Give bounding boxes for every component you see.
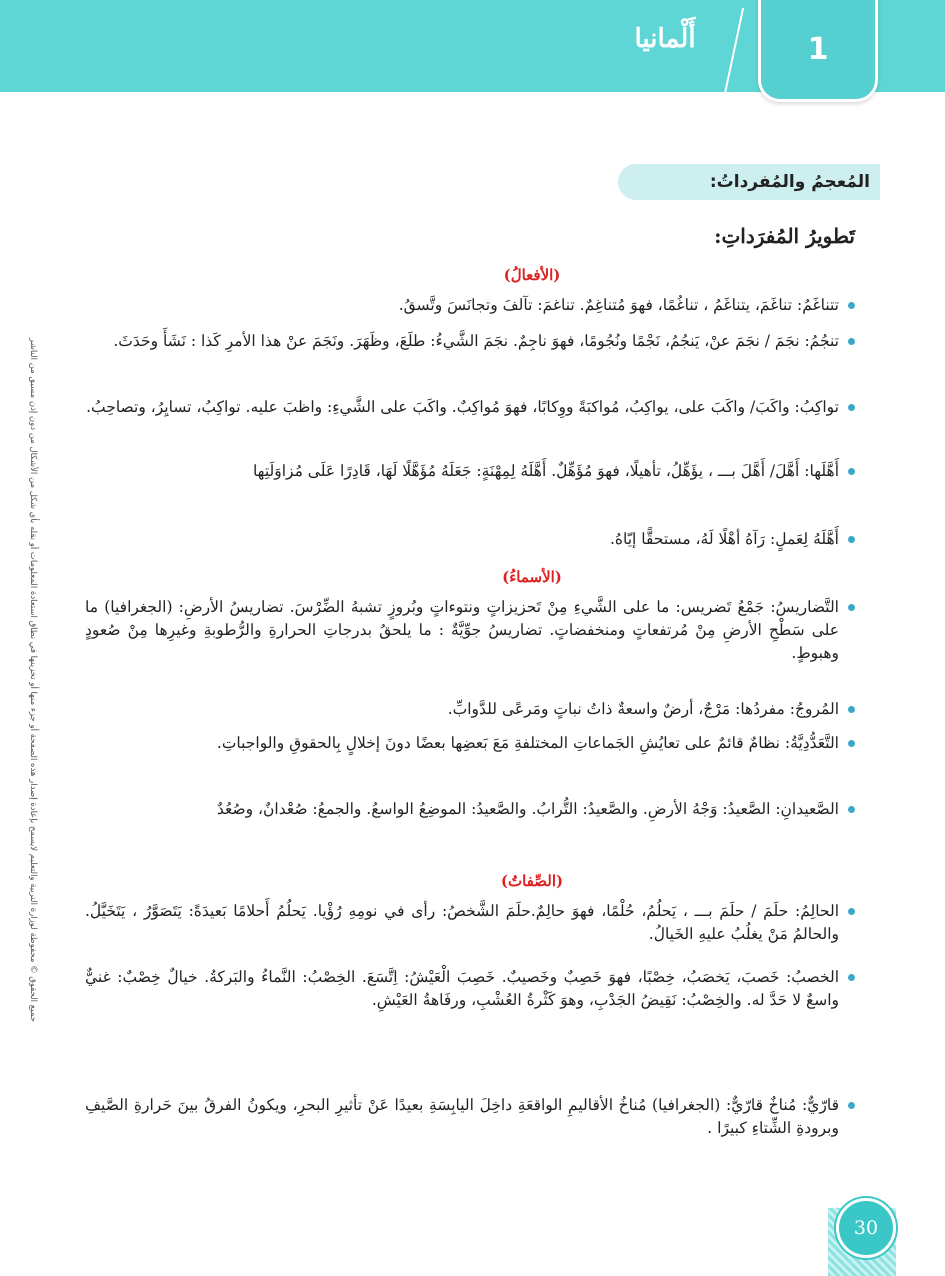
bullet-icon xyxy=(848,806,855,813)
vocab-item: المُروجُ: مفردُها: مَرْجٌ، أرضٌ واسعةٌ ذاتُ نباتٍ ومَرعًى للدَّوابِّ. xyxy=(85,698,855,721)
vocab-item: تواكِبُ: واكَبَ/ واكَبَ على، يواكِبُ، مُواكبَةً ووِكابًا، فهوَ مُواكِبٌ. واكَبَ على الشَّيءِ: واظبَ عليه. تواكِبُ، تسايِرُ، وتصاحِبُ. xyxy=(85,396,855,419)
copyright-text: جميع الحقوق © محفوظة لوزارة التربية والتعليم لايسمح بإعادة إصدار هذه الصفحة أو جزء منها أو تخزينها في نطاق استعادة المعلومات أو نقله بأي شكل من الأشكال من دون إذن مسبق من الناشر xyxy=(28,338,38,1022)
vocab-item: التَّضاريسُ: جَمْعُ تَضريس: ما على الشَّيءِ مِنْ تَحزيزاتٍ ونتوءاتٍ وبُروزٍ تشبهُ الضِّرْسَ. تضاريسُ الأرضِ: (الجغرافيا) ما على سَطْحِ الأرضِ مِنْ مُرتفعاتٍ ومنخفضاتٍ. تضاريسُ جوِّيَّةٌ : ما يلحقُ بدرجاتِ الحرارةِ والرُّطوبةِ وغيرِها مِنْ صُعودٍ وهبوطٍ. xyxy=(85,596,855,665)
chapter-number-tab: 1 xyxy=(758,0,878,102)
bullet-icon xyxy=(848,468,855,475)
subsection-title: تَطويرُ المُفرَداتِ: xyxy=(714,224,855,248)
bullet-icon xyxy=(848,604,855,611)
bullet-icon xyxy=(848,740,855,747)
vocab-item: الخصبُ: خَصبَ، يَخصَبُ، خِصْبًا، فهوَ خَصِبٌ وخَصيبٌ. خَصِبَ الْعَيْشُ: اِتَّسَعَ. الخِصْبُ: النَّماءُ والبَركةُ. خيالٌ خِصْبٌ: غنيٌّ واسعٌ لا حَدَّ له. والخِصْبُ: نَقِيضُ الجَدْبِ، وهوَ كَثْرةُ العُشْبِ، ورفَاهةُ العَيْشِ. xyxy=(85,966,855,1012)
vocab-item: تتناغَمُ: تناغَمَ، يتناغَمُ ، تناغُمًا، فهوَ مُتناغِمٌ. تناغمَ: تآلفَ وتجانَسَ وتَّسقُ. xyxy=(85,294,855,317)
bullet-icon xyxy=(848,338,855,345)
vocab-item: قارّيٌّ: مُناخٌ قارّيٌّ: (الجغرافيا) مُناخُ الأقاليمِ الواقعَةِ داخِلَ اليابِسَةِ بعيدًا عَنْ تأثيرِ البحرِ، ويكونُ الفرقُ بينَ حَرارةِ الصَّيفِ وبرودةِ الشِّتاءِ كبيرًا . xyxy=(85,1094,855,1140)
vocab-item: الصَّعيدانِ: الصَّعيدُ: وَجْهُ الأرضِ. والصَّعيدُ: التُّرابُ. والصَّعيدُ: الموضِعُ الواسعُ. والجمعُ: صُعْدانٌ، وصُعُدٌ xyxy=(85,798,855,821)
page-number: 30 xyxy=(836,1198,896,1258)
vocab-item: أَهَّلَها: أَهَّلَ/ أَهَّلَ بـــ ، يؤَهِّلُ، تأهيلًا، فهوَ مُؤَهِّلٌ. أَهَّلَهُ لِمِهْنَةٍ: جَعَلَهُ مُؤَهَّلًا لَهَا، قَادِرًا عَلَى مُزاوَلَتِها xyxy=(85,460,855,483)
bullet-icon xyxy=(848,1102,855,1109)
section-title: المُعجمُ والمُفرداتُ: xyxy=(618,164,880,200)
category-adjectives: (الصِّفاتُ) xyxy=(500,872,564,890)
vocab-item: تنجُمُ: نجَمَ / نجَمَ عنْ، يَنجُمُ، نَجْمًا ونُجُومًا، فهوَ ناجِمٌ. نجَمَ الشَّيءُ: طلَعَ، وظَهَرَ. ونَجَمَ عنْ هذا الأمرِ كَذا : نَشَأَ وحَدَثَ. xyxy=(85,330,855,353)
vocab-item: التَّعَدُّدِيَّةُ: نظامٌ قائمٌ على تعايُشِ الجَماعاتِ المختلفةِ مَعَ بَعضِها بعضًا دونَ إخلالٍ بِالحقوقِ والواجباتِ. xyxy=(85,732,855,755)
bullet-icon xyxy=(848,706,855,713)
bullet-icon xyxy=(848,908,855,915)
vocab-item: أَهَّلَهُ لِعَملٍ: رَآهُ أهْلًا لَهُ، مستحقًّا إيّاهُ. xyxy=(85,528,855,551)
chapter-title: أَلْمانيا xyxy=(634,24,696,54)
category-verbs: (الأفعالُ) xyxy=(503,266,561,284)
copyright-sidebar xyxy=(18,300,48,1060)
category-nouns: (الأسماءُ) xyxy=(502,568,562,586)
bullet-icon xyxy=(848,404,855,411)
bullet-icon xyxy=(848,974,855,981)
bullet-icon xyxy=(848,302,855,309)
vocab-item: الحالِمُ: حلَمَ / حلَمَ بـــ ، يَحلُمُ، حُلْمًا، فهوَ حالِمٌ.حلَمَ الشَّخصُ: رأى في نومِهِ رُؤْيا. يَحلُمُ أَحلامًا بَعيدَةً: يَتَصَوَّرُ ، يَتَخَيَّلُ. والحالمُ مَنْ يغلُبُ عليهِ الخَيالُ. xyxy=(85,900,855,946)
bullet-icon xyxy=(848,536,855,543)
